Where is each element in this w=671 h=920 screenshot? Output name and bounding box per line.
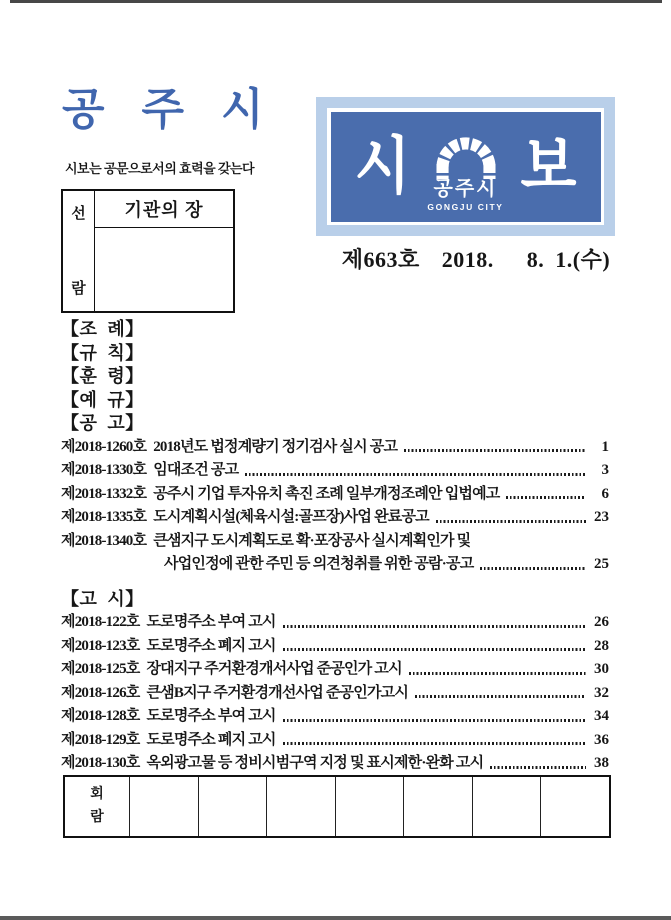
table-of-contents — [61, 318, 609, 776]
approval-label-seon: 선 — [71, 206, 86, 222]
toc-section-header: 【예 규】 — [61, 389, 144, 410]
toc-entry-page: 3 — [601, 462, 609, 478]
circulation-empty-cell — [336, 777, 405, 836]
dot-leader — [283, 648, 586, 651]
approval-route-box — [61, 189, 235, 313]
toc-entry-page: 25 — [594, 556, 609, 572]
toc-entry-page: 28 — [594, 637, 609, 654]
toc-entry-page: 23 — [594, 509, 609, 525]
dot-leader — [415, 695, 586, 698]
dot-leader — [283, 625, 586, 628]
toc-entry-number: 제2018-1340호 — [61, 532, 147, 549]
toc-entry-page: 36 — [594, 731, 609, 748]
circulation-empty-cell — [130, 777, 199, 836]
toc-entry-number: 제2018-128호 — [61, 708, 140, 724]
toc-entry-page: 38 — [594, 755, 609, 771]
circulation-label-cell — [65, 777, 130, 836]
toc-entry-title: 사업인정에 관한 주민 등 의견청취를 위한 공람·공고 — [164, 556, 474, 572]
dot-leader — [436, 520, 586, 523]
dot-leader — [480, 567, 586, 570]
circulation-empty-cell — [199, 777, 268, 836]
dot-leader — [506, 496, 586, 499]
toc-entry — [61, 436, 609, 460]
approval-main-column — [95, 191, 233, 311]
toc-entry-page: 1 — [601, 438, 609, 455]
masthead-city-title: 공 주 시 — [62, 85, 277, 134]
toc-entry — [61, 459, 609, 483]
sibo-logo-white-border — [327, 108, 604, 225]
circulation-empty-cell — [541, 777, 609, 836]
dot-leader — [404, 449, 586, 452]
toc-entry-title: 큰샘B지구 주거환경개선사업 준공인가고시 — [146, 684, 409, 701]
toc-entry-number: 제2018-1260호 — [61, 438, 147, 455]
toc-entry-number: 제2018-125호 — [61, 661, 140, 677]
toc-entry-title: 도로명주소 부여 고시 — [146, 614, 276, 630]
toc-entry — [61, 530, 609, 554]
toc-entry-number: 제2018-123호 — [61, 637, 140, 654]
toc-entry-title: 도로명주소 부여 고시 — [146, 708, 276, 724]
toc-entry — [61, 729, 609, 753]
logo-city-name-en: GONGJU CITY — [427, 202, 504, 212]
dot-leader — [245, 473, 586, 476]
toc-entry-page: 32 — [594, 684, 609, 701]
toc-section-header: 【공 고】 — [61, 413, 144, 433]
dot-leader — [490, 766, 586, 769]
toc-section-header: 【훈 령】 — [61, 366, 144, 386]
toc-entry-number: 제2018-1332호 — [61, 485, 147, 502]
toc-entry — [61, 483, 609, 507]
toc-entry-number: 제2018-122호 — [61, 614, 140, 630]
logo-char-si: 시 — [354, 130, 411, 202]
toc-entry — [61, 705, 609, 729]
toc-entry-number: 제2018-1335호 — [61, 509, 147, 525]
toc-entry — [61, 658, 609, 682]
circulation-empty-cell — [267, 777, 336, 836]
toc-entry-page: 34 — [594, 708, 609, 724]
sibo-logo-plate — [316, 97, 615, 236]
toc-entry-page: 26 — [594, 614, 609, 630]
toc-entry — [61, 752, 609, 776]
masthead-tagline: 시보는 공문으로서의 효력을 갖는다 — [65, 161, 255, 176]
toc-entry-title: 도로명주소 폐지 고시 — [146, 731, 276, 748]
toc-entry-number: 제2018-129호 — [61, 731, 140, 748]
sibo-logo-panel — [331, 112, 601, 222]
toc-entry-title: 옥외광고물 등 정비시범구역 지정 및 표시제한·완화 고시 — [146, 755, 484, 771]
circulation-label-hoe: 회 — [90, 787, 104, 803]
toc-entry-title: 큰샘지구 도시계획도로 확·포장공사 실시계획인가 및 — [153, 532, 471, 549]
circulation-label-ram: 람 — [90, 809, 104, 825]
toc-entry — [61, 611, 609, 635]
toc-entry — [61, 506, 609, 530]
toc-entry-title: 2018년도 법정계량기 정기검사 실시 공고 — [153, 438, 398, 455]
approval-header-agency-head: 기관의 장 — [95, 191, 233, 228]
scan-edge-top — [10, 0, 662, 3]
toc-entry-title: 장대지구 주거환경개서사업 준공인가 고시 — [146, 661, 402, 677]
circulation-empty-cell — [473, 777, 542, 836]
fortress-arch-icon — [423, 123, 509, 179]
toc-section-header: 【조 례】 — [61, 319, 144, 339]
circulation-box — [63, 775, 611, 838]
dot-leader — [283, 719, 586, 722]
toc-entry-page: 6 — [601, 485, 609, 502]
logo-center-emblem — [423, 123, 509, 212]
approval-signature-space — [95, 228, 233, 311]
toc-section-header: 【고 시】 — [61, 588, 144, 609]
approval-side-column — [63, 191, 95, 311]
toc-entry-number: 제2018-130호 — [61, 755, 140, 771]
dot-leader — [409, 672, 586, 675]
toc-entry-continuation — [61, 553, 609, 577]
logo-city-name-kr: 공주시 — [433, 178, 498, 200]
toc-entry-page: 30 — [594, 661, 609, 677]
toc-entry-title: 도시계획시설(체육시설:골프장)사업 완료공고 — [153, 509, 429, 525]
toc-entry-number: 제2018-126호 — [61, 684, 140, 701]
toc-entry — [61, 635, 609, 659]
circulation-empty-cell — [404, 777, 473, 836]
issue-number-and-date: 제663호 2018. 8. 1.(수) — [341, 247, 611, 272]
toc-entry-title: 도로명주소 폐지 고시 — [146, 637, 276, 654]
scan-edge-bottom — [0, 916, 671, 920]
dot-leader — [283, 742, 586, 745]
approval-label-ram: 람 — [71, 281, 86, 297]
toc-section-header: 【규 칙】 — [61, 342, 144, 363]
toc-entry — [61, 682, 609, 706]
toc-entry-title: 임대조건 공고 — [153, 462, 239, 478]
toc-entry-number: 제2018-1330호 — [61, 462, 147, 478]
logo-char-bo: 보 — [520, 130, 577, 202]
toc-entry-title: 공주시 기업 투자유치 촉진 조례 일부개정조례안 입법예고 — [153, 485, 500, 502]
